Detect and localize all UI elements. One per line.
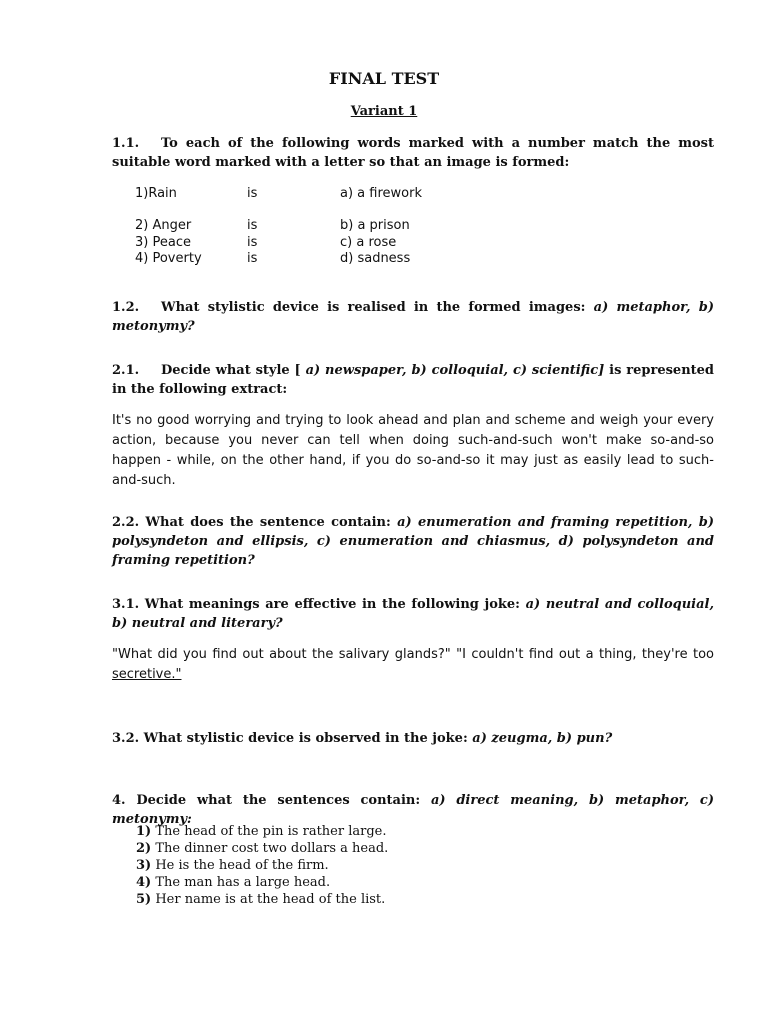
match-option-3: c) a rose [340, 235, 397, 250]
match-verb-1: is [247, 186, 258, 201]
item-number: 4) [136, 875, 152, 890]
match-option-2: b) a prison [340, 218, 410, 233]
match-option-4: d) sadness [340, 251, 411, 266]
question-2-1 [112, 361, 714, 399]
sentence-list [136, 823, 388, 908]
question-number: 1.2. [112, 300, 140, 315]
list-item [136, 857, 388, 874]
match-word-3: 3) Peace [135, 235, 191, 250]
question-text: 3.2. What stylistic device is observed in the joke: [112, 731, 473, 746]
item-text: The head of the pin is rather large. [151, 824, 387, 839]
question-1-1 [112, 134, 714, 172]
item-text: He is the head of the firm. [151, 858, 329, 873]
list-item [136, 874, 388, 891]
list-item [136, 891, 388, 908]
item-number: 1) [136, 824, 152, 839]
joke-text: "What did you find out about the salivary glands?" "I couldn't find out a thing, they're too [112, 647, 714, 662]
extract-paragraph: It's no good worrying and trying to look ahead and plan and scheme and weigh your every action, because you never can tell when doing such-and-such won't make so-and-so happen - while, on the other hand, if you do so-and-so it may just as easily lead to such-and-such. [112, 413, 714, 488]
question-2-2 [112, 513, 714, 570]
list-item [136, 823, 388, 840]
match-option-1: a) a firework [340, 186, 422, 201]
item-number: 2) [136, 841, 152, 856]
answer-options: a) newspaper, b) colloquial, c) scientific] [305, 363, 605, 378]
joke-underlined: secretive." [112, 667, 182, 682]
answer-options: a) metaphor, b) metonymy? [112, 300, 715, 334]
item-text: Her name is at the head of the list. [151, 892, 386, 907]
question-number: 1.1. [112, 136, 140, 151]
answer-options: a) enumeration and framing repetition, b) polysyndeton and ellipsis, c) enumeration and chiasmus, d) polysyndeton and framing repetition? [112, 515, 714, 568]
match-word-2: 2) Anger [135, 218, 192, 233]
match-word-1: 1)Rain [135, 186, 177, 201]
variant-heading: Variant 1 [350, 104, 418, 119]
match-verb-4: is [247, 251, 258, 266]
question-1-2 [112, 298, 714, 336]
match-verb-2: is [247, 218, 258, 233]
page-title: FINAL TEST [328, 69, 440, 88]
item-text: The dinner cost two dollars a head. [151, 841, 389, 856]
question-text-end: is represented in the following extract: [112, 363, 715, 397]
question-number: 2.1. [112, 363, 140, 378]
list-item [136, 840, 388, 857]
item-text: The man has a large head. [151, 875, 331, 890]
item-number: 3) [136, 858, 152, 873]
joke-paragraph [112, 645, 714, 685]
question-text: What stylistic device is realised in the formed images: [161, 300, 594, 315]
answer-options: a) direct meaning, b) metaphor, c) metonymy: [112, 793, 714, 827]
match-verb-3: is [247, 235, 258, 250]
question-text: To each of the following words marked with a number match the most suitable word marked with a letter so that an image is formed: [112, 136, 714, 170]
answer-options: a) zeugma, b) pun? [472, 731, 613, 746]
question-text: 2.2. What does the sentence contain: [112, 515, 398, 530]
match-word-4: 4) Poverty [135, 251, 202, 266]
question-3-2 [112, 729, 714, 748]
answer-options: a) neutral and colloquial, b) neutral and literary? [112, 597, 714, 631]
question-text: 3.1. What meanings are effective in the following joke: [112, 597, 526, 612]
question-3-1 [112, 595, 714, 633]
question-text: Decide what style [ [161, 363, 306, 378]
question-text: 4. Decide what the sentences contain: [112, 793, 431, 808]
item-number: 5) [136, 892, 152, 907]
